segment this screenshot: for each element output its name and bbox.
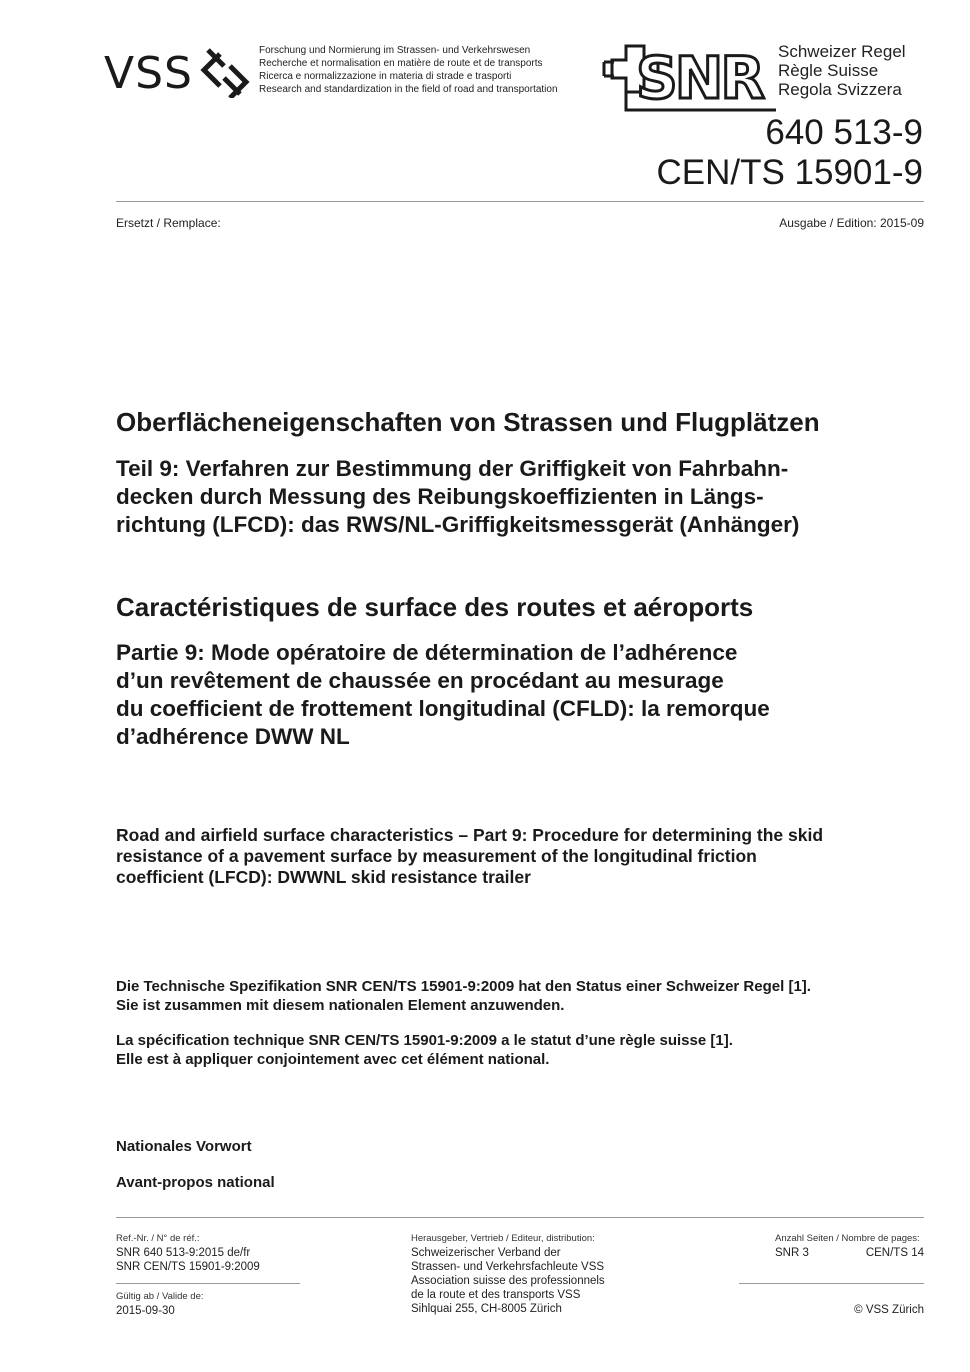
foreword-de: Nationales Vorwort xyxy=(116,1138,252,1155)
footer-ref-divider xyxy=(116,1283,300,1284)
foreword-fr: Avant-propos national xyxy=(116,1174,275,1191)
title-fr-main: Caractéristiques de surface des routes et aéroports xyxy=(116,592,754,622)
vss-logo xyxy=(104,44,254,98)
status-line: Sie ist zusammen mit diesem nationalen Element anzuwenden. xyxy=(116,997,565,1014)
vss-tagline xyxy=(259,44,558,96)
tagline-line: Recherche et normalisation en matière de route et de transports xyxy=(259,58,543,69)
replaces-label: Ersetzt / Remplace: xyxy=(116,216,221,230)
publisher-line: Sihlquai 255, CH-8005 Zürich xyxy=(411,1303,562,1315)
svg-text:VSS: VSS xyxy=(104,48,193,98)
title-line: Teil 9: Verfahren zur Bestimmung der Griffigkeit von Fahrbahn- xyxy=(116,456,789,481)
title-fr-part xyxy=(116,639,936,751)
status-line: Elle est à appliquer conjointement avec cet élément national. xyxy=(116,1051,550,1068)
title-line: Road and airfield surface characteristics – Part 9: Procedure for determining the skid xyxy=(116,825,824,845)
valid-date: 2015-09-30 xyxy=(116,1305,175,1317)
footer-pages xyxy=(775,1232,924,1260)
title-line: richtung (LFCD): das RWS/NL-Griffigkeitsmessgerät (Anhänger) xyxy=(116,512,800,537)
snr-name-fr: Règle Suisse xyxy=(778,61,879,80)
svg-text:SNR: SNR xyxy=(636,44,762,112)
footer-valid xyxy=(116,1290,204,1318)
title-line: decken durch Messung des Reibungskoeffizienten in Längs- xyxy=(116,484,764,509)
ref-line: SNR CEN/TS 15901-9:2009 xyxy=(116,1261,260,1273)
publisher-line: de la route et des transports VSS xyxy=(411,1289,581,1301)
publisher-line: Association suisse des professionnels xyxy=(411,1275,605,1287)
ref-label: Ref.-Nr. / N° de réf.: xyxy=(116,1233,200,1244)
snr-rule-names xyxy=(778,42,906,99)
title-line: resistance of a pavement surface by measurement of the longitudinal friction xyxy=(116,846,757,866)
publisher-line: Strassen- und Verkehrsfachleute VSS xyxy=(411,1261,605,1273)
tagline-line: Research and standardization in the field of road and transportation xyxy=(259,84,558,95)
footer-pages-divider xyxy=(739,1283,924,1284)
snr-logo xyxy=(600,44,778,114)
publisher-line: Schweizerischer Verband der xyxy=(411,1247,561,1259)
title-de-main: Oberflächeneigenschaften von Strassen und Flugplätzen xyxy=(116,407,820,437)
title-line: coefficient (LFCD): DWWNL skid resistance trailer xyxy=(116,867,531,887)
tagline-line: Forschung und Normierung im Strassen- und Verkehrswesen xyxy=(259,45,531,56)
ref-line: SNR 640 513-9:2015 de/fr xyxy=(116,1247,251,1259)
header-divider xyxy=(116,201,924,202)
pages-snr: SNR 3 xyxy=(775,1247,809,1259)
tagline-line: Ricerca e normalizzazione in materia di strade e trasporti xyxy=(259,71,512,82)
status-de xyxy=(116,977,936,1015)
title-line: Partie 9: Mode opératoire de détermination de l’adhérence xyxy=(116,640,738,665)
snr-name-it: Regola Svizzera xyxy=(778,80,902,99)
title-de-part xyxy=(116,455,936,539)
publisher-label: Herausgeber, Vertrieb / Editeur, distribution: xyxy=(411,1233,595,1244)
edition-label: Ausgabe / Edition: 2015-09 xyxy=(779,216,924,230)
footer-reference xyxy=(116,1232,260,1274)
status-line: La spécification technique SNR CEN/TS 15901-9:2009 a le statut d’une règle suisse [1]. xyxy=(116,1032,733,1049)
status-line: Die Technische Spezifikation SNR CEN/TS 15901-9:2009 hat den Status einer Schweizer Regel [1]. xyxy=(116,978,811,995)
footer-publisher xyxy=(411,1232,605,1316)
footer-divider xyxy=(116,1217,924,1218)
title-line: d’adhérence DWW NL xyxy=(116,724,350,749)
standard-number: 640 513-9 xyxy=(765,113,923,152)
status-fr xyxy=(116,1031,936,1069)
copyright: © VSS Zürich xyxy=(854,1304,924,1316)
title-line: du coefficient de frottement longitudinal (CFLD): la remorque xyxy=(116,696,770,721)
valid-label: Gültig ab / Valide de: xyxy=(116,1291,204,1302)
title-line: d’un revêtement de chaussée en procédant au mesurage xyxy=(116,668,724,693)
cen-number: CEN/TS 15901-9 xyxy=(656,153,923,192)
pages-cen: CEN/TS 14 xyxy=(865,1247,924,1259)
title-en xyxy=(116,825,936,888)
snr-name-de: Schweizer Regel xyxy=(778,42,906,61)
pages-label: Anzahl Seiten / Nombre de pages: xyxy=(775,1233,920,1244)
